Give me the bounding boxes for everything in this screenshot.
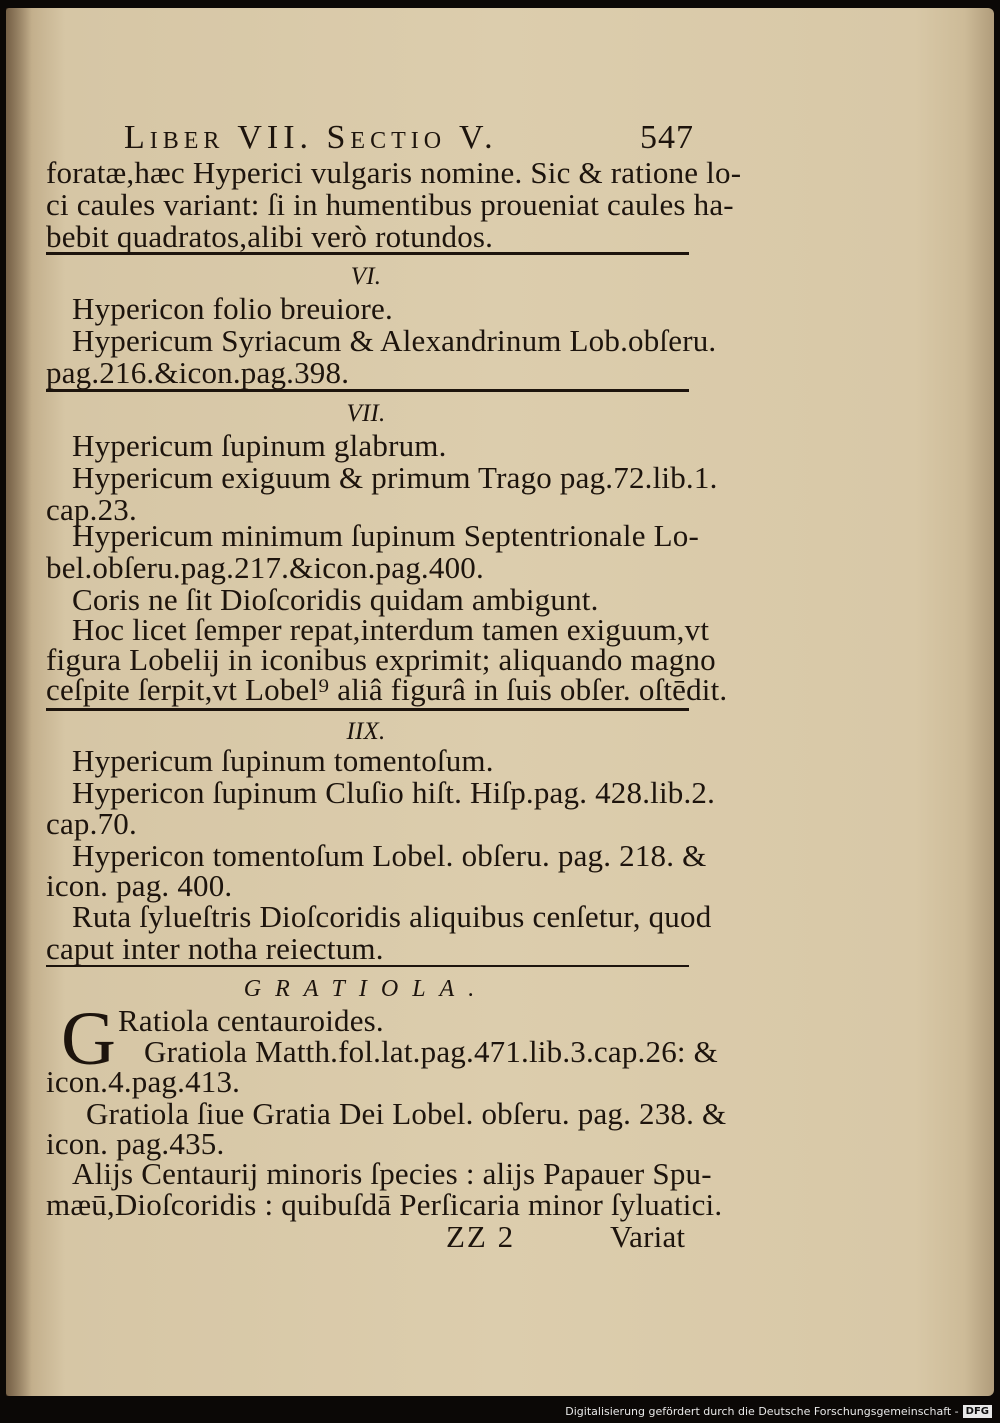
drop-capital: G bbox=[61, 997, 116, 1081]
section-heading-vi: VI. bbox=[350, 263, 382, 290]
dfg-logo: DFG bbox=[963, 1405, 992, 1418]
section-heading-vii: VII. bbox=[346, 400, 386, 427]
running-head bbox=[124, 121, 694, 157]
text-line: Hypericum ſupinum glabrum. bbox=[72, 428, 447, 463]
text-line: mæū,Dioſcoridis : quibuſdā Perſicaria minor ſyluatici. bbox=[46, 1187, 723, 1222]
text-line: Coris ne ſit Dioſcoridis quidam ambigunt. bbox=[72, 582, 599, 617]
text-line: Hypericon tomentoſum Lobel. obſeru. pag. 218. & bbox=[72, 838, 707, 873]
digitization-credit bbox=[565, 1404, 992, 1419]
footer-text: Digitalisierung gefördert durch die Deutsche Forschungsgemeinschaft - bbox=[565, 1405, 959, 1418]
page-number: 547 bbox=[640, 119, 694, 156]
text-line: cap.23. bbox=[46, 492, 137, 527]
text-line: figura Lobelij in iconibus exprimit; aliquando magno bbox=[46, 642, 716, 677]
text-line: ci caules variant: ſi in humentibus proueniat caules ha- bbox=[46, 187, 734, 222]
text-line: Gratiola Matth.fol.lat.pag.471.lib.3.cap.26: & bbox=[144, 1034, 718, 1069]
text-line: cap.70. bbox=[46, 806, 137, 841]
signature-mark: ZZ 2 bbox=[446, 1219, 516, 1254]
section-rule bbox=[46, 389, 689, 392]
text-line: Hypericon folio breuiore. bbox=[72, 291, 393, 326]
text-line: icon. pag.435. bbox=[46, 1126, 225, 1161]
text-line: caput inter notha reiectum. bbox=[46, 931, 384, 966]
text-line: bel.obſeru.pag.217.&icon.pag.400. bbox=[46, 550, 484, 585]
book-page bbox=[6, 8, 994, 1396]
text-line: foratæ,hæc Hyperici vulgaris nomine. Sic & ratione lo- bbox=[46, 155, 742, 190]
text-line: Hypericum ſupinum tomentoſum. bbox=[72, 743, 494, 778]
section-heading-gratiola: GRATIOLA. bbox=[243, 976, 489, 1002]
text-line: Hypericon ſupinum Cluſio hiſt. Hiſp.pag. 428.lib.2. bbox=[72, 775, 716, 810]
section-rule bbox=[46, 252, 689, 255]
text-line: Hypericum exiguum & primum Trago pag.72.lib.1. bbox=[72, 460, 718, 495]
text-line: pag.216.&icon.pag.398. bbox=[46, 355, 350, 390]
text-line: Ratiola centauroides. bbox=[118, 1003, 384, 1038]
text-line: icon.4.pag.413. bbox=[46, 1064, 241, 1099]
text-line: Hypericum minimum ſupinum Septentrionale Lo- bbox=[72, 518, 699, 553]
text-line: icon. pag. 400. bbox=[46, 868, 233, 903]
text-line: bebit quadratos,alibi verò rotundos. bbox=[46, 219, 494, 254]
text-line: Gratiola ſiue Gratia Dei Lobel. obſeru. pag. 238. & bbox=[86, 1096, 727, 1131]
section-heading-iix: IIX. bbox=[346, 718, 386, 745]
text-line: Hypericum Syriacum & Alexandrinum Lob.obſeru. bbox=[72, 323, 717, 358]
section-rule bbox=[46, 708, 689, 711]
text-line: ceſpite ſerpit,vt Lobel⁹ aliâ figurâ in ſuis obſer. oſtēdit. bbox=[46, 672, 728, 707]
text-line: Ruta ſylueſtris Dioſcoridis aliquibus cenſetur, quod bbox=[72, 899, 712, 934]
text-line: Alijs Centaurij minoris ſpecies : alijs Papauer Spu- bbox=[72, 1156, 712, 1191]
catchword: Variat bbox=[610, 1219, 686, 1254]
running-head-title: Liber VII. Sectio V. bbox=[124, 119, 498, 156]
text-line: Hoc licet ſemper repat,interdum tamen exiguum,vt bbox=[72, 612, 710, 647]
section-rule bbox=[46, 965, 689, 967]
